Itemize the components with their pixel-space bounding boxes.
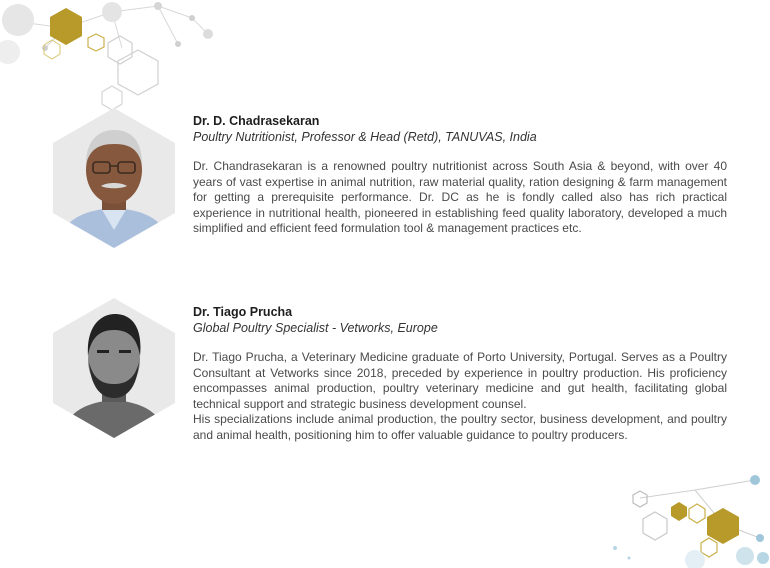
molecule-decoration-top-left <box>0 0 230 120</box>
profile-description <box>193 350 727 443</box>
profile-role: Global Poultry Specialist - Vetworks, Europe <box>193 321 438 335</box>
profile-paragraph: Dr. Chandrasekaran is a renowned poultry nutritionist across South Asia & beyond, with over 40 years of vast expertise in animal nutrition, raw material quality, ration designing & farm management for getting a prerequisite performance. Dr. DC as he is fondly called also has rich practical experience in nutritional health, pioneered in establishing feed quality laboratory, developed a much simplified and efficient feed formulation tool & management practices etc. <box>193 159 727 235</box>
profile-paragraph: His specializations include animal production, the poultry sector, business development, and poultry and animal health, positioning him to offer valuable guidance to poultry producers. <box>193 412 727 442</box>
portrait-prucha <box>53 298 175 438</box>
profile-role: Poultry Nutritionist, Professor & Head (Retd), TANUVAS, India <box>193 130 537 144</box>
profile-prucha <box>193 304 727 443</box>
profile-name: Dr. Tiago Prucha <box>193 305 293 319</box>
molecule-decoration-bottom-right <box>595 468 770 568</box>
profile-paragraph: Dr. Tiago Prucha, a Veterinary Medicine graduate of Porto University, Portugal. Serves as a Poultry Consultant at Vetworks since 2018, preceded by experience in poultry production. His proficiency encompasses animal production, poultry veterinary medicine and gut health, facilitating global technical support and strategic business development counsel. <box>193 350 727 411</box>
portrait-chandrasekaran <box>53 108 175 248</box>
profile-name: Dr. D. Chadrasekaran <box>193 114 320 128</box>
profile-description <box>193 159 727 237</box>
profile-chandrasekaran <box>193 113 727 237</box>
